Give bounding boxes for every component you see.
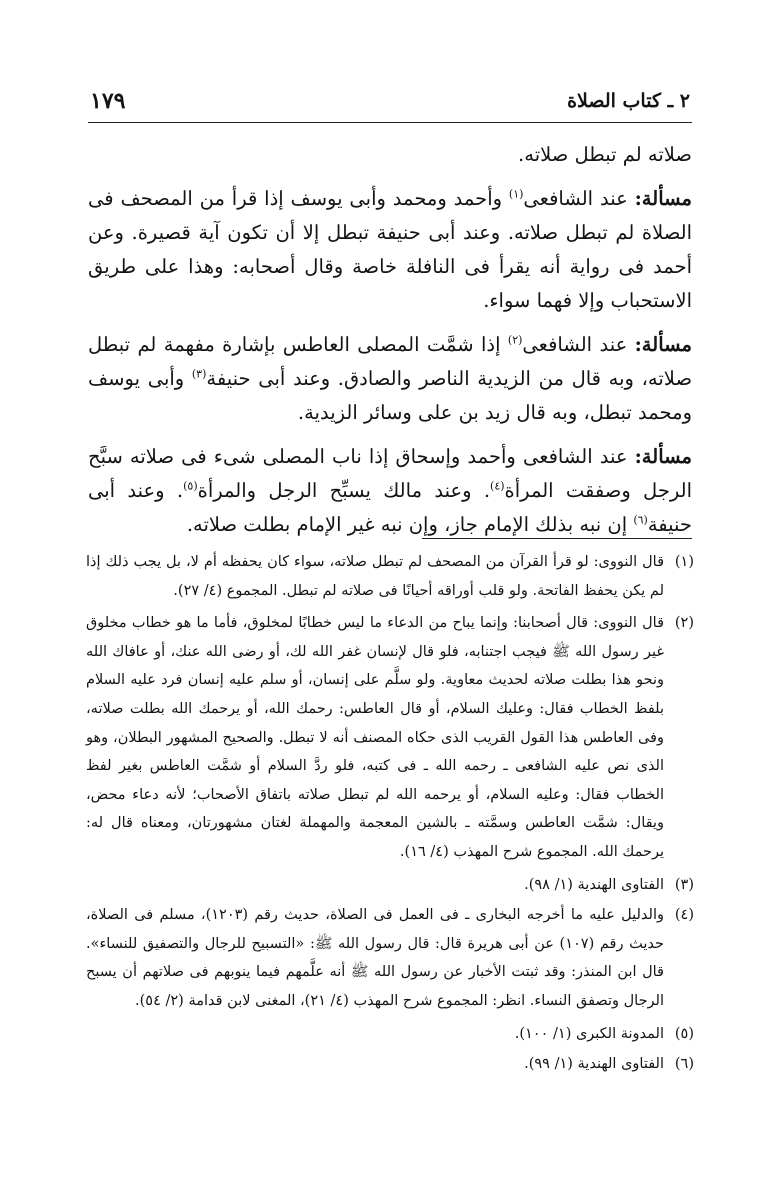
- footnote-ref[interactable]: (٢): [507, 333, 523, 347]
- issue-label: مسألة:: [634, 333, 692, 356]
- footnote-text: الفتاوى الهندية (١/ ٩٩).: [524, 1056, 664, 1073]
- footnote-ref[interactable]: (٣): [191, 367, 207, 381]
- footnote-1: [86, 548, 694, 605]
- footnote-ref[interactable]: (١): [508, 187, 524, 201]
- page-number: ١٧٩: [90, 88, 126, 114]
- paragraph-2: [88, 328, 692, 430]
- footnote-rule: [422, 538, 692, 539]
- footnote-ref[interactable]: (٥): [183, 479, 198, 493]
- main-text: [88, 138, 692, 542]
- footnote-number: (٢): [674, 615, 694, 632]
- footnote-5: [86, 1020, 694, 1049]
- paragraph-0: [88, 138, 692, 172]
- footnote-text: قال النووى: قال أصحابنا: وإنما يباح من الدعاء ما ليس خطابًا لمخلوق، فأما ما هو خطاب مخلوق غير رسول الله ﷺ فيجب اجتنابه، فلو قال لإنسان غفر الله لك، أو رضى الله عنك، أو عافاك الله ونحو هذا بطلت صلاته لحديث معاوية. ولو سلَّم على إنسان، أو سلم عليه إنسان فرد عليه السلام بلفظ الخطاب فقال: وعليك السلام، أو قال العاطس: رحمك الله، أو يرحمك الله بطلت صلاته، وفى العاطس هذا القول القريب الذى حكاه المصنف أنه لا تبطل. والصحيح المشهور البطلان، وهو الذى نص عليه الشافعى ـ رحمه الله ـ فى كتبه، فلو ردَّ السلام أو شمَّت العاطس بغير لفظ الخطاب فقال: وعليه السلام، أو يرحمه الله لم تبطل صلاته باتفاق الأصحاب؛ لأنه دعاء محض، ويقال: شمَّت العاطس وسمَّته ـ بالشين المعجمة والمهملة لغتان مشهورتان، ومعناه قال له: يرحمك الله. المجموع شرح المهذب (٤/ ١٦).: [86, 615, 664, 860]
- footnote-text: والدليل عليه ما أخرجه البخارى ـ فى العمل فى الصلاة، حديث رقم (١٢٠٣)، مسلم فى الصلاة، حديث رقم (١٠٧) عن أبى هريرة قال: قال رسول الله ﷺ: «التسبيح للرجال والتصفيق للنساء». قال ابن المنذر: وقد ثبتت الأخبار عن رسول الله ﷺ أنه علَّمهم فيما ينوبهم فى صلاتهم أن يسبح الرجال وتصفق النساء. انظر: المجموع شرح المهذب (٤/ ٢١)، المغنى لابن قدامة (٢/ ٥٤).: [86, 907, 664, 1009]
- paragraph-text: إن نبه بذلك الإمام جاز، وإن نبه غير الإمام بطلت صلاته.: [186, 513, 634, 536]
- footnote-2: [86, 609, 694, 866]
- footnote-text: المدونة الكبرى (١/ ١٠٠).: [514, 1025, 664, 1042]
- paragraph-text: عند الشافعى: [522, 333, 635, 356]
- paragraph-text: . وعند أبى حنيفة: [88, 479, 692, 536]
- paragraph-text: وأحمد ومحمد وأبى يوسف إذا قرأ من المصحف فى الصلاة لم تبطل صلاته. وعند أبى حنيفة تبطل إلا أن تكون آية قصيرة. وعن أحمد فى رواية أنه يقرأ فى النافلة خاصة وقال أصحابه: وهذا على طريق الاستحباب وإلا فهما سواء.: [88, 187, 692, 312]
- footnote-number: (٣): [674, 876, 694, 893]
- paragraph-text: وأبى يوسف ومحمد تبطل، وبه قال زيد بن على وسائر الزيدية.: [88, 367, 692, 424]
- paragraph-text: . وعند مالك يسبِّح الرجل والمرأة: [197, 479, 491, 502]
- footnote-text: قال النووى: لو قرأ القرآن من المصحف لم تبطل صلاته، سواء كان يحفظه أم لا، بل يجب ذلك إذا لم يكن يحفظ الفاتحة. ولو قلب أوراقه أحيانًا فى صلاته لم تبطل. المجموع (٤/ ٢٧).: [86, 554, 664, 599]
- footnote-ref[interactable]: (٦): [633, 513, 648, 527]
- issue-label: مسألة:: [634, 187, 692, 210]
- page-header: [90, 88, 690, 122]
- chapter-title: ٢ ـ كتاب الصلاة: [567, 90, 690, 112]
- footnotes: [86, 548, 694, 1081]
- paragraph-text: عند الشافعى وأحمد وإسحاق إذا ناب المصلى شىء فى صلاته سبَّح الرجل وصفقت المرأة: [88, 445, 692, 502]
- footnote-number: (٥): [674, 1025, 694, 1042]
- footnote-number: (١): [674, 554, 694, 570]
- paragraph-1: [88, 182, 692, 318]
- footnote-number: (٦): [674, 1056, 694, 1073]
- header-rule: [88, 122, 692, 123]
- paragraph-3: [88, 440, 692, 542]
- paragraph-text: عند الشافعى: [523, 187, 635, 210]
- paragraph-text: صلاته لم تبطل صلاته.: [518, 143, 692, 166]
- footnote-6: [86, 1050, 694, 1079]
- footnote-text: الفتاوى الهندية (١/ ٩٨).: [524, 876, 664, 893]
- footnote-3: [86, 871, 694, 900]
- footnote-ref[interactable]: (٤): [490, 479, 505, 493]
- footnote-number: (٤): [674, 907, 694, 924]
- paragraph-text: إذا شمَّت المصلى العاطس بإشارة مفهمة لم تبطل صلاته، وبه قال من الزيدية الناصر والصادق. وعند أبى حنيفة: [88, 333, 692, 390]
- footnote-4: [86, 901, 694, 1015]
- issue-label: مسألة:: [634, 445, 692, 468]
